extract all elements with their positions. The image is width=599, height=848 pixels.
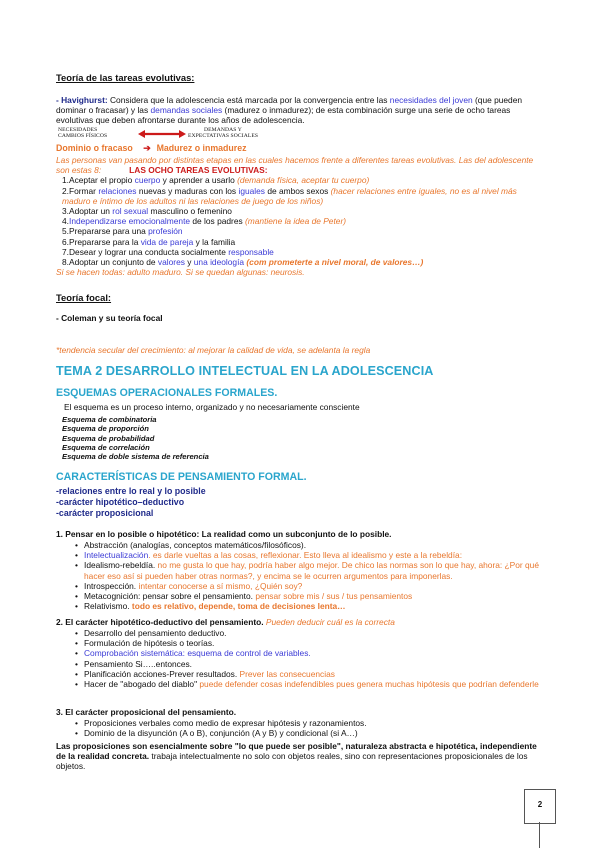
havighurst-name: - Havighurst: [56,95,108,105]
caracteristica-item: -relaciones entre lo real y lo posible [56,486,206,496]
page-number-box [524,789,556,824]
tarea-8-b: valores [157,257,185,268]
tarea-5 [56,226,542,236]
tarea-7-a: 7.Desear y lograr una conducta socialmente [62,246,229,257]
etapas-text [56,155,542,175]
s2-bullet [84,669,542,679]
hav-necesidades: necesidades del joven [389,95,473,105]
esquema-item: Esquema de proporción [62,424,149,434]
s2-b5-a: Planificación acciones-Prever resultados. [84,668,238,679]
tarea-3-b: rol sexual [112,206,149,217]
s1-b5-a: Metacognición: pensar sobre el pensamiento. [84,591,253,602]
note-demandas-line2: EXPECTATIVAS SOCIALES [188,133,259,139]
esquema-definition: El esquema es un proceso interno, organizado y no necesariamente consciente [64,402,360,412]
s1-b5-b: pensar sobre mis / sus / tus pensamientos [253,591,413,602]
tarea-1-a: 1.Aceptar el propio [62,175,135,186]
tarea-2-e: de ambos sexos [265,185,331,196]
s1-bullet [84,581,542,591]
s2-b6-b: puede defender cosas indefendibles pues genera muchas hipótesis que podrían defenderle [197,679,539,690]
section2-heading [56,617,542,627]
si-hacen-todas: Si se hacen todas: adulto maduro. Si se quedan algunas: neurosis. [56,267,305,278]
tarea-5-b: profesión [148,226,183,237]
s1-bullet [84,591,542,601]
s1-bullet [84,560,542,580]
coleman-item: - Coleman y su teoría focal [56,313,163,323]
tarea-8-a: 8.Adoptar un conjunto de [62,257,158,268]
s2-bullet [84,638,542,648]
tarea-2-a: 2.Formar [62,185,99,196]
madurez-inmadurez: Madurez o inmadurez [156,143,247,153]
tarea-1 [56,175,542,185]
s1-bullet [84,540,542,550]
tarea-1-c: y aprender a usarlo [160,175,238,186]
hav-text-1: Considera que la adolescencia está marcada por la convergencia entre las [107,95,390,105]
section3-heading: 3. El carácter proposicional del pensamiento. [56,707,237,717]
s2-bullet [84,648,542,658]
dominio-fracaso: Dominio o fracaso [56,143,133,153]
s2-b6-a: Hacer de "abogado del diablo" [84,679,198,690]
s3-final-bold: Las proposiciones son esencialmente sobre "lo que puede ser posible", naturaleza abstracta e hipotética, independiente de la realidad concreta. [56,741,537,762]
s2-bullet [84,659,542,669]
hav-text-5: (madurez o inmadurez); de esta combinación surge una serie de ocho tareas evolutivas que deben afrontarse durante los años de adolescencia. [56,105,511,126]
tarea-4-b: Independizarse emocionalmente [69,216,191,227]
s1-b6-a: Relativismo. [84,601,130,612]
s2-bullet [84,679,542,689]
s1-b3-a: Idealismo-rebeldía. [84,560,156,571]
s2-bullet [84,628,542,638]
tarea-2-b: relaciones [98,185,137,196]
s1-b2-a: Intelectualización [84,550,149,561]
s2-heading-note: Pueden deducir cuál es la correcta [263,617,395,627]
tarea-1-b: cuerpo [134,175,161,186]
etapas-desc: Las personas van pasando por distintas etapas en las cuales hacemos frente a diferentes tareas evolutivas. Las del adolescente son estas 8: [56,155,534,176]
hav-demandas: demandas sociales [150,105,223,116]
tarea-6 [56,237,542,247]
dominio-line [56,143,542,153]
tarea-2 [56,186,542,206]
s3-bullet [84,728,542,738]
tarea-5-a: 5.Prepararse para una [62,226,149,237]
section3-conclusion [56,741,542,772]
note-necesidades-line1: NECESIDADES [58,127,98,133]
note-demandas-line1: DEMANDAS Y [204,127,242,133]
tarea-4-c: de los padres [190,216,245,227]
s2-b1: Desarrollo del pensamiento deductivo. [84,628,227,638]
esquemas-list [62,415,462,461]
tarea-6-c: y la familia [193,236,236,247]
section2-body [56,628,542,689]
note-demandas [188,127,278,139]
section1-heading: 1. Pensar en lo posible o hipotético: La realidad como un subconjunto de lo posible. [56,529,392,539]
hav-text-3: (que pueden dominar o fracasar) y las [56,95,523,116]
tareas-block [56,155,542,277]
ocho-tareas-title: LAS OCHO TAREAS EVOLUTIVAS: [129,165,268,176]
tarea-8 [56,257,542,267]
tarea-2-f: (hacer relaciones entre iguales, no es al nivel más maduro e íntimo de los adultos ni las relaciones de juego de los niños) [62,185,517,206]
s1-b2-b: . es darle vueltas a las cosas [148,550,256,561]
s3-b2: Dominio de la disyunción (A o B), conjunción (A y B) y condicional (si A…) [84,728,358,739]
s2-b2: Formulación de hipótesis o teorías. [84,638,215,649]
s1-bullet [84,601,542,611]
tarea-4-d: (mantiene la idea de Peter) [245,216,347,227]
tendencia-secular: *tendencia secular del crecimiento: al mejorar la calidad de vida, se adelanta la regla [56,345,371,355]
s1-bullet [84,550,542,560]
s3-bullet [84,718,542,728]
double-arrow-icon [138,129,186,139]
tarea-2-c: nuevas y maduras con los [136,185,239,196]
tarea-6-a: 6.Prepararse para la [62,236,141,247]
tarea-3 [56,206,542,216]
tarea-4 [56,216,542,226]
note-necesidades-line2: CAMBIOS FÍSICOS [58,133,108,139]
s1-b2-c: , reflexionar. Esto lleva al idealismo y este a la rebeldía: [255,550,463,561]
caracteristica-item: -carácter proposicional [56,507,154,518]
tarea-8-d: una ideología [193,257,245,268]
page-number: 2 [537,800,543,809]
esquemas-heading: ESQUEMAS OPERACIONALES FORMALES. [56,387,278,399]
tarea-8-e: (com prometerte a nivel moral, de valores…) [244,257,424,268]
heading-tareas-evolutivas: Teoría de las tareas evolutivas: [56,72,195,83]
s2-b3: Comprobación sistemática: esquema de control de variables. [84,648,311,659]
tarea-4-a: 4. [62,216,69,227]
heading-teoria-focal: Teoría focal: [56,292,112,303]
tema-title: TEMA 2 DESARROLLO INTELECTUAL EN LA ADOLESCENCIA [56,364,434,378]
s3-b1: Proposiciones verbales como medio de expresar hipótesis y razonamientos. [84,718,367,728]
page-number-line [539,822,540,848]
s2-heading-text: 2. El carácter hipotético-deductivo del pensamiento. [56,617,264,627]
tarea-7-b: responsable [228,246,274,257]
arrow-right-icon: ➔ [143,143,151,153]
caracteristicas-heading: CARACTERÍSTICAS DE PENSAMIENTO FORMAL. [56,471,307,483]
esquema-item: Esquema de doble sistema de referencia [62,452,209,462]
tarea-3-a: 3.Adoptar un [62,206,113,217]
caracteristicas-list [56,486,542,518]
s2-b4: Pensamiento Si…..entonces. [84,658,193,669]
tarea-7 [56,247,542,257]
s3-final-text: trabaja intelectualmente no solo con objetos reales, sino con representaciones proposicionales de los objetos. [56,751,528,772]
s1-b1: Abstracción (analogías, conceptos matemáticos/filosóficos). [84,540,307,550]
tarea-3-c: masculino o femenino [148,206,232,217]
section1-body [56,540,542,611]
havighurst-paragraph [56,95,542,126]
esquema-item: Esquema de probabilidad [62,433,155,443]
s1-b4-a: Introspección. [84,580,137,591]
s1-b3-b: no me gusta lo que hay, podría haber algo mejor. De chico las normas son lo que hay, ahora: ¿Por qué hacer eso así si pueden haber otras normas?, y encima se le ocurren argumentos para imponerlas. [84,560,540,581]
tarea-8-c: y [184,257,194,268]
section3-body [56,718,542,738]
caracteristica-item: -carácter hipotético–deductivo [56,496,185,507]
note-necesidades [58,127,138,139]
s1-b4-b: intentar conocerse a sí mismo, ¿Quién soy? [136,580,303,591]
esquema-item: Esquema de combinatoria [62,415,157,424]
s1-b6-b: todo es relativo, depende, toma de decisiones lenta… [129,601,346,612]
esquema-item: Esquema de correlación [62,442,150,452]
s2-b5-b: Prever las consecuencias [237,668,335,679]
tarea-6-b: vida de pareja [140,236,194,247]
tarea-1-d: (demanda física, aceptar tu cuerpo) [237,175,370,186]
tarea-2-d: iguales [238,185,265,196]
